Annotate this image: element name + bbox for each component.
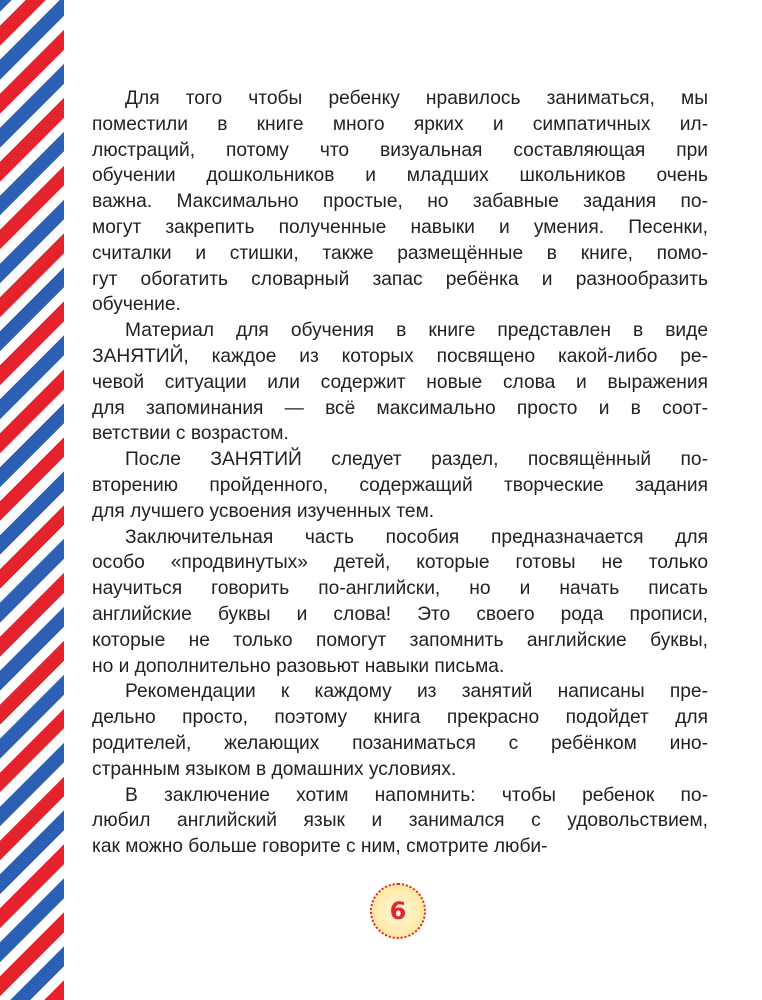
text-line: Для того чтобы ребенку нравилось заниматься, мы [125, 88, 708, 109]
text-line: которые не только помогут запомнить английские буквы, [92, 629, 708, 651]
text-line: могут закрепить полученные навыки и умения. Песенки, [92, 216, 708, 238]
text-line: как можно больше говорите с ним, смотрите люби- [92, 836, 548, 858]
text-line: важна. Максимально простые, но забавные задания по- [92, 191, 708, 213]
text-line: ветствии с возрастом. [92, 423, 289, 445]
text-line: обучение. [92, 294, 181, 316]
text-line: для лучшего усвоения изученных тем. [92, 500, 435, 522]
body-text [92, 86, 708, 860]
page-number-badge [370, 883, 426, 939]
text-line: В заключение хотим напомнить: чтобы ребенок по- [125, 784, 708, 806]
decorative-striped-border [0, 0, 64, 1000]
paragraph [92, 525, 708, 680]
text-line: Рекомендации к каждому из занятий написаны пре- [125, 681, 708, 703]
text-line: Материал для обучения в книге представлен в виде [125, 320, 708, 342]
text-line: вторению пройденного, содержащий творческие задания [92, 474, 708, 496]
text-line: поместили в книге много ярких и симпатичных ил- [92, 113, 708, 135]
paragraph [92, 679, 708, 782]
text-line: родителей, желающих позаниматься с ребёнком ино- [92, 732, 708, 754]
text-line: Заключительная часть пособия предназначается для [125, 526, 708, 548]
page-number: 6 [389, 897, 407, 925]
paragraph [92, 783, 708, 860]
text-line: странным языком в домашних условиях. [92, 758, 457, 780]
text-line: научиться говорить по-английски, но и начать писать [92, 578, 708, 600]
text-line: любил английский язык и занимался с удовольствием, [92, 810, 708, 832]
text-line: английские буквы и слова! Это своего рода прописи, [92, 603, 708, 625]
paragraph [92, 318, 708, 447]
text-line: особо «продвинутых» детей, которые готовы не только [92, 552, 708, 574]
paragraph [92, 86, 708, 318]
text-line: гут обогатить словарный запас ребёнка и разнообразить [92, 268, 708, 290]
text-line: ЗАНЯТИЙ, каждое из которых посвящено какой-либо ре- [92, 345, 708, 367]
text-line: дельно просто, поэтому книга прекрасно подойдет для [92, 707, 708, 729]
text-line: люстраций, потому что визуальная составляющая при [92, 139, 708, 161]
paragraph [92, 447, 708, 524]
text-line: для запоминания — всё максимально просто и в соот- [92, 397, 708, 419]
text-line: считалки и стишки, также размещённые в книге, помо- [92, 242, 708, 264]
text-line: но и дополнительно разовьют навыки письма. [92, 655, 505, 677]
text-line: чевой ситуации или содержит новые слова и выражения [92, 371, 708, 393]
text-line: обучении дошкольников и младших школьников очень [92, 165, 708, 187]
text-line: После ЗАНЯТИЙ следует раздел, посвящённый по- [125, 449, 708, 471]
